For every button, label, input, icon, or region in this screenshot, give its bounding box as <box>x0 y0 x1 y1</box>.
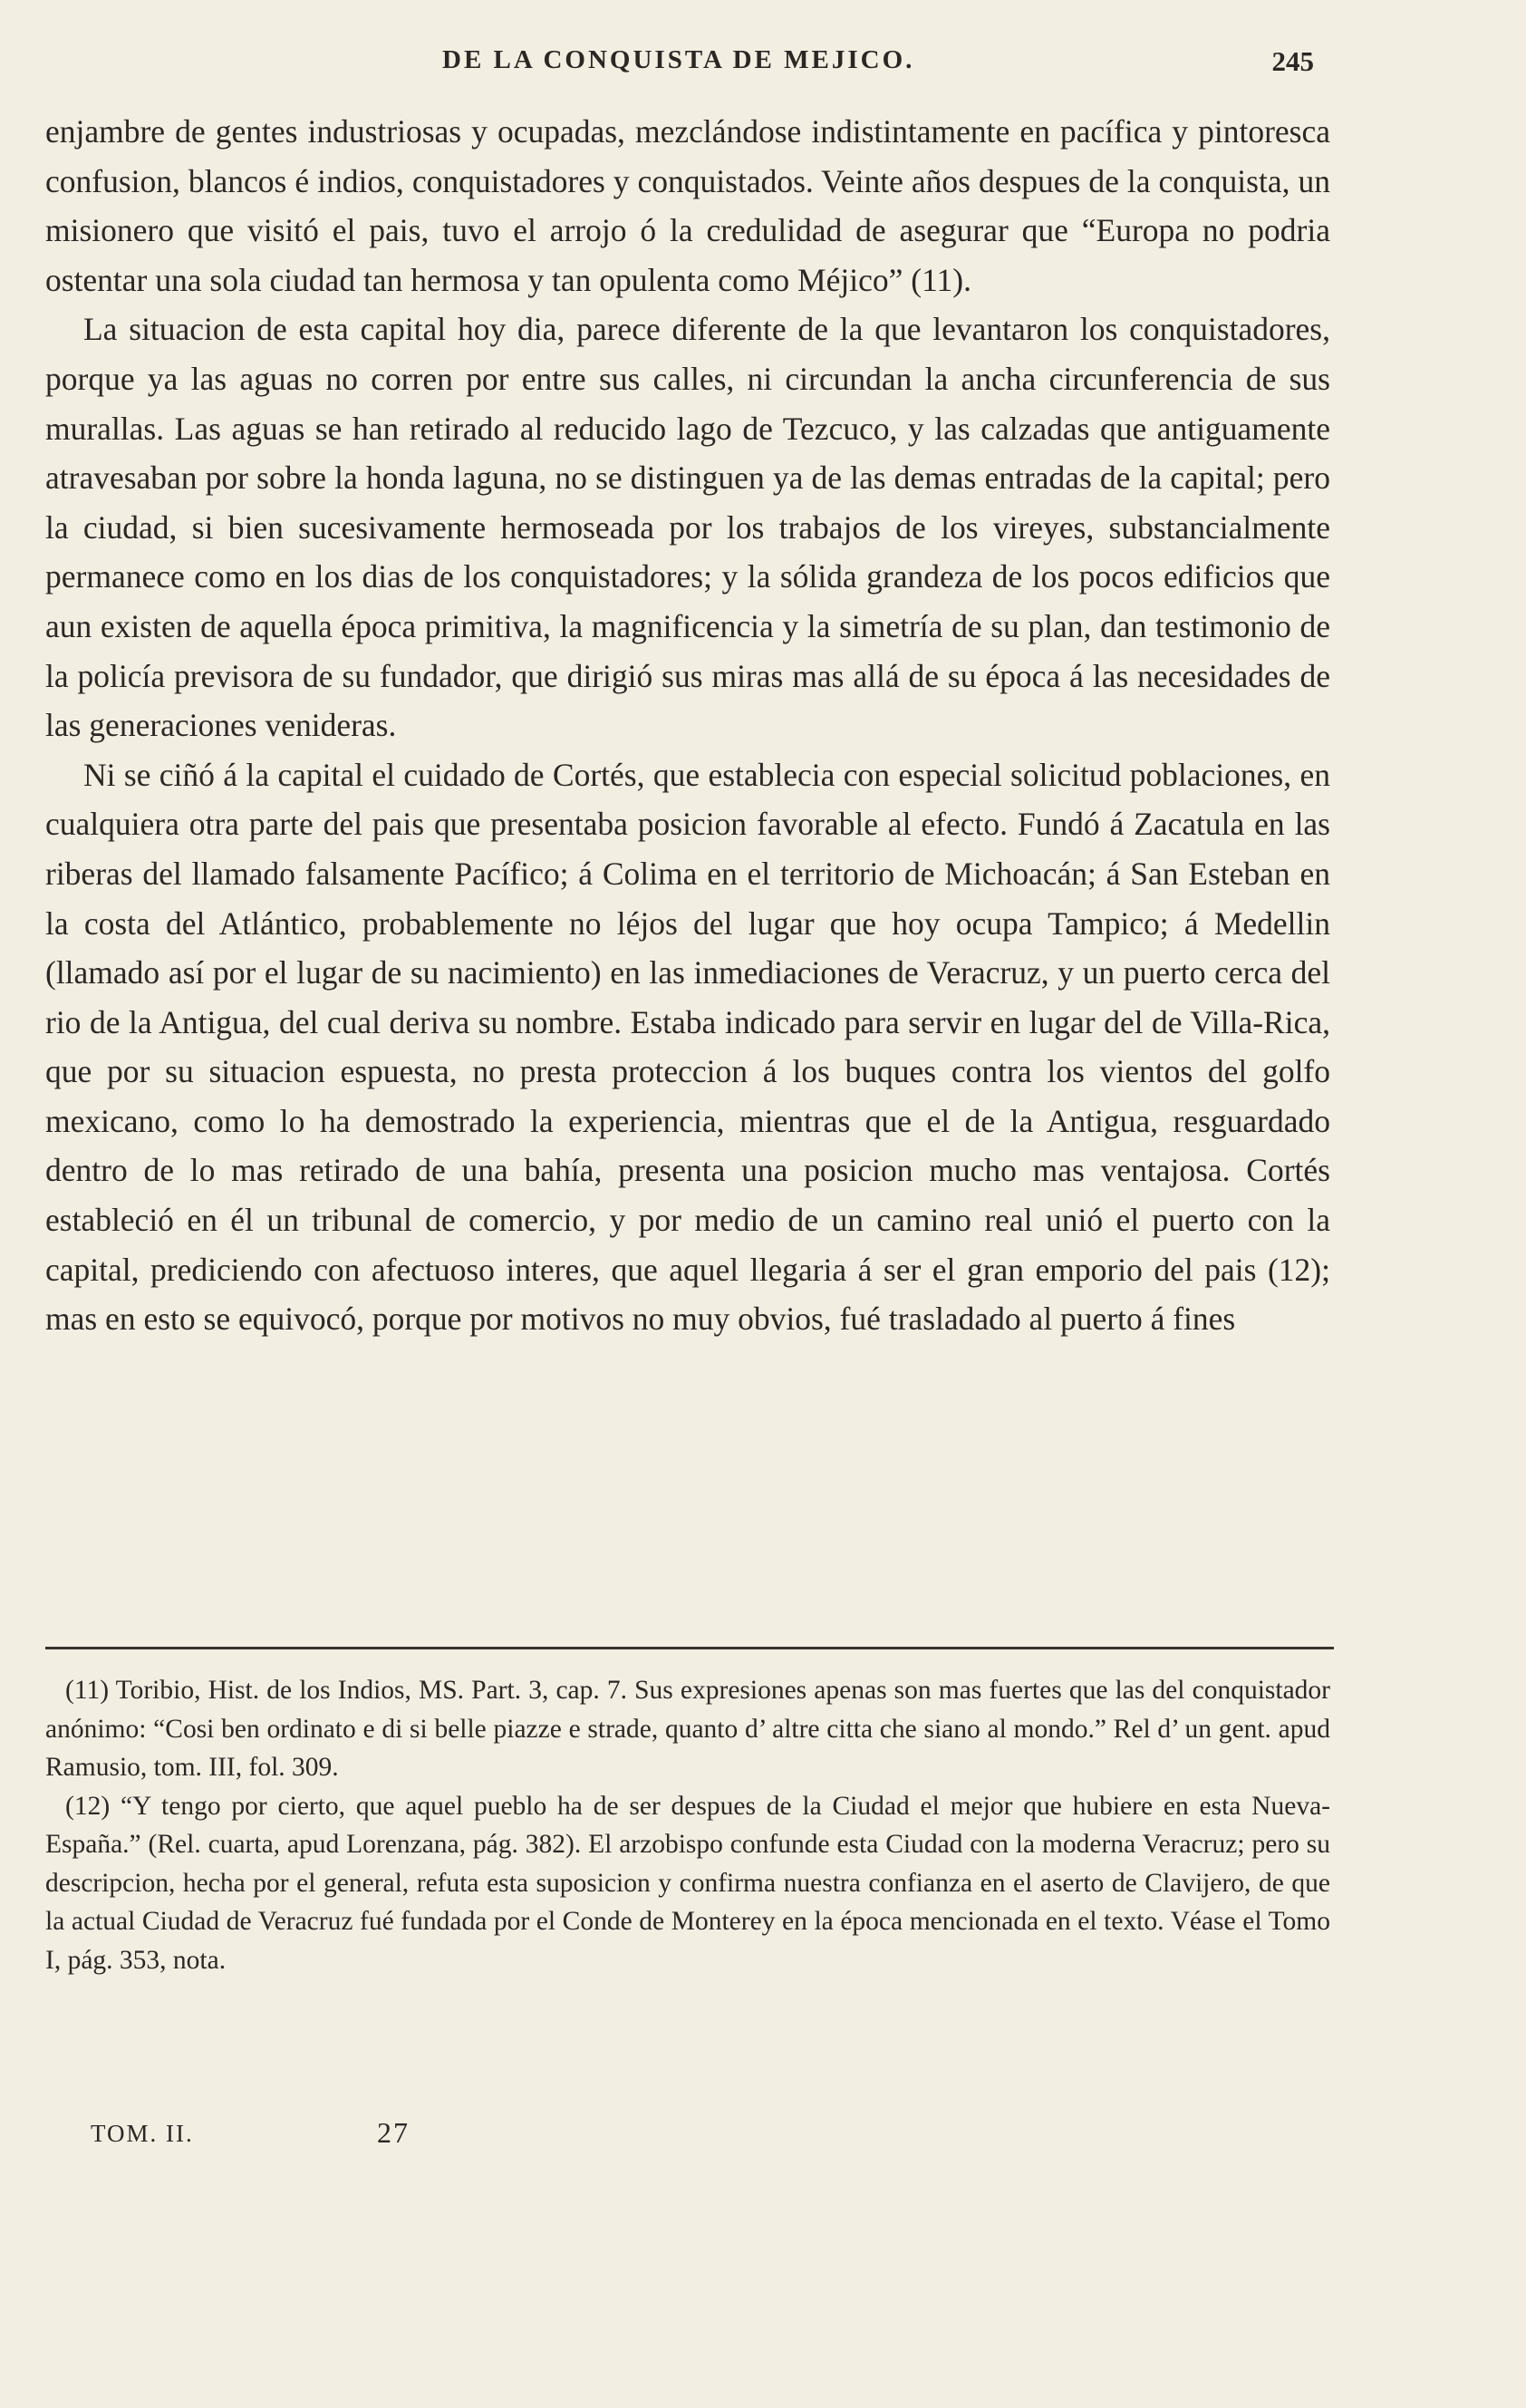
running-title: DE LA CONQUISTA DE MEJICO. <box>442 45 915 74</box>
footnote-12: (12) “Y tengo por cierto, que aquel pueblo ha de ser despues de la Ciudad el mejor que hubiere en esta Nueva-España.” (Rel. cuarta, apud Lorenzana, pág. 382). El arzobispo confunde esta Ciudad con la moderna Veracruz; pero su descripcion, hecha por el general, refuta esta suposicion y confirma nuestra confianza en el aserto de Clavijero, de que la actual Ciudad de Veracruz fué fundada por el Conde de Monterey en la época mencionada en el texto. Véase el Tomo I, pág. 353, nota. <box>45 1791 1330 1975</box>
paragraph: enjambre de gentes industriosas y ocupadas, mezclándose indistintamente en pacífica y pintoresca confusion, blancos é indios, conquistadores y conquistados. Veinte años despues de la conquista, un misionero que visitó el pais, tuvo el arrojo ó la credulidad de asegurar que “Europa no podria ostentar una sola ciudad tan hermosa y tan opulenta como Méjico” (11). <box>45 113 1330 298</box>
footnotes <box>45 1671 1330 1979</box>
running-head <box>45 45 1314 85</box>
paragraph: La situacion de esta capital hoy dia, parece diferente de la que levantaron los conquistadores, porque ya las aguas no corren por entre sus calles, ni circundan la ancha circunferencia de sus murallas. Las aguas se han retirado al reducido lago de Tezcuco, y las calzadas que antiguamente atravesaban por sobre la honda laguna, no se distinguen ya de las demas entradas de la capital; pero la ciudad, si bien sucesivamente hermoseada por los trabajos de los vireyes, substancialmente permanece como en los dias de los conquistadores; y la sólida grandeza de los pocos edificios que aun existen de aquella época primitiva, la magnificencia y la simetría de su plan, dan testimonio de la policía previsora de su fundador, que dirigió sus miras mas allá de su época á las necesidades de las generaciones venideras. <box>45 311 1330 744</box>
page-number: 245 <box>1271 45 1314 77</box>
footnote-divider <box>45 1647 1334 1649</box>
signature-line <box>91 2116 562 2156</box>
signature-mark: 27 <box>377 2116 410 2149</box>
main-text <box>45 107 1330 1344</box>
volume-mark: TOM. II. <box>91 2120 194 2147</box>
paragraph: Ni se ciñó á la capital el cuidado de Cortés, que establecia con especial solicitud poblaciones, en cualquiera otra parte del pais que presentaba posicion favorable al efecto. Fundó á Zacatula en las riberas del llamado falsamente Pacífico; á Colima en el territorio de Michoacán; á San Esteban en la costa del Atlántico, probablemente no léjos del lugar que hoy ocupa Tampico; á Medellin (llamado así por el lugar de su nacimiento) en las inmediaciones de Veracruz, y un puerto cerca del rio de la Antigua, del cual deriva su nombre. Estaba indicado para servir en lugar del de Villa-Rica, que por su situacion espuesta, no presta proteccion á los buques contra los vientos del golfo mexicano, como lo ha demostrado la experiencia, mientras que el de la Antigua, resguardado dentro de lo mas retirado de una bahía, presenta una posicion mucho mas ventajosa. Cortés estableció en él un tribunal de comercio, y por medio de un camino real unió el puerto con la capital, prediciendo con afectuoso interes, que aquel llegaria á ser el gran emporio del pais (12); mas en esto se equivocó, porque por motivos no muy obvios, fué trasladado al puerto á fines <box>45 756 1330 1338</box>
footnote-11: (11) Toribio, Hist. de los Indios, MS. Part. 3, cap. 7. Sus expresiones apenas son mas fuertes que las del conquistador anónimo: “Cosi ben ordinato e di si belle piazze e strade, quanto d’ altre citta che siano al mondo.” Rel d’ un gent. apud Ramusio, tom. III, fol. 309. <box>45 1676 1330 1782</box>
